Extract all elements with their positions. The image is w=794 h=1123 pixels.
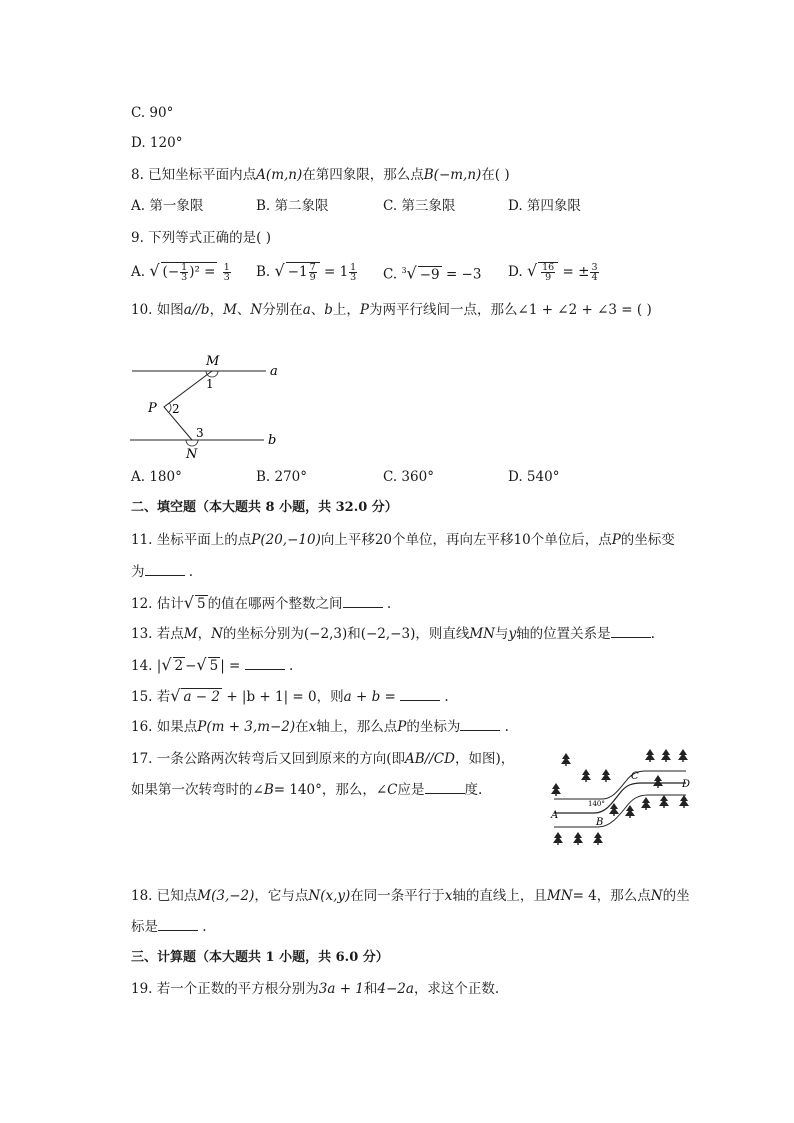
- q18-answer-blank[interactable]: [158, 918, 198, 931]
- label-m: M: [206, 354, 220, 369]
- q16-answer-blank[interactable]: [460, 718, 500, 731]
- label-1: 1: [206, 377, 214, 391]
- q16: 16. 如果点P(m + 3,m−2)在x轴上，那么点P的坐标为 .: [131, 719, 509, 735]
- q7-option-d: D. 120°: [131, 135, 183, 151]
- q15-answer-blank[interactable]: [400, 688, 440, 701]
- q10-option-b: B. 270°: [256, 469, 308, 485]
- q8-option-c: C. 第三象限: [383, 198, 456, 214]
- trees: [551, 749, 689, 845]
- q7-option-c: C. 90°: [131, 105, 174, 121]
- q17-line2: 如果第一次转弯时的∠B= 140°，那么，∠C应是 度.: [131, 782, 483, 798]
- road-center-line: [554, 783, 686, 813]
- q17-answer-blank[interactable]: [425, 781, 465, 794]
- q8-option-a: A. 第一象限: [131, 198, 204, 214]
- q9-option-b: B. √ −1 $\frac{7}{9}$ = 1 $\frac{1}{3}$: [256, 261, 357, 283]
- q8-option-d: D. 第四象限: [508, 198, 581, 214]
- q12: 12. 估计√ 5 的值在哪两个整数之间 .: [131, 593, 392, 612]
- label-p: P: [148, 401, 157, 416]
- label-2: 2: [172, 402, 180, 416]
- angle-label: 140°: [588, 800, 605, 808]
- q8-stem: 8. 已知坐标平面内点A(m,n)在第四象限，那么点B(−m,n)在( ): [131, 167, 510, 183]
- q13-answer-blank[interactable]: [611, 625, 651, 638]
- q8-option-b: B. 第二象限: [256, 198, 329, 214]
- q14-answer-blank[interactable]: [245, 657, 285, 670]
- q18-line2: 标是 .: [131, 919, 207, 935]
- q12-answer-blank[interactable]: [343, 595, 383, 608]
- q10-option-d: D. 540°: [508, 469, 560, 485]
- label-D: D: [682, 779, 691, 790]
- q14: 14. |√ 2 −√ 5 | = .: [131, 655, 294, 674]
- angle-arc-2: [169, 403, 171, 412]
- section-2-heading: 二、填空题（本大题共 8 小题，共 32.0 分）: [131, 500, 398, 515]
- label-3: 3: [196, 426, 204, 440]
- q10-option-a: A. 180°: [131, 469, 182, 485]
- label-A: A: [551, 810, 559, 821]
- section-3-heading: 三、计算题（本大题共 1 小题，共 6.0 分）: [131, 950, 389, 965]
- q15: 15. 若√ a − 2 + |b + 1| = 0，则a + b = .: [131, 686, 449, 705]
- q9-option-a: A. √ (− $\frac{1}{3}$ )² = $\frac{1}{3}$: [131, 261, 230, 283]
- label-B: B: [596, 817, 604, 828]
- q9-option-d: D. √ $\frac{16}{9}$ = ± $\frac{3}{4}$: [508, 261, 598, 283]
- label-C: C: [631, 771, 639, 782]
- label-b: b: [268, 433, 277, 448]
- q19: 19. 若一个正数的平方根分别为3a + 1和4−2a，求这个正数.: [131, 981, 500, 997]
- label-n: N: [186, 447, 198, 462]
- q11-line1: 11. 坐标平面上的点P(20,−10)向上平移20个单位，再向左平移10个单位后，点P的坐标变: [131, 532, 675, 548]
- angle-arc-3: [186, 440, 198, 446]
- q10-stem: 10. 如图a//b，M、N分别在a、b上，P为两平行线间一点，那么∠1 + ∠2 + ∠3 = ( ): [131, 302, 652, 318]
- q11-answer-blank[interactable]: [145, 563, 185, 576]
- q17-line1: 17. 一条公路两次转弯后又回到原来的方向(即AB//CD，如图)，: [131, 751, 515, 767]
- q10-option-c: C. 360°: [383, 469, 434, 485]
- q18-line1: 18. 已知点M(3,−2)，它与点N(x,y)在同一条平行于x轴的直线上，且MN= 4，那么点N的坐: [131, 888, 690, 904]
- q10-figure: [128, 350, 288, 462]
- label-a: a: [270, 364, 278, 379]
- q11-line2: 为 .: [131, 564, 194, 580]
- q9-stem: 9. 下列等式正确的是( ): [131, 230, 271, 246]
- q13: 13. 若点M，N的坐标分别为(−2,3)和(−2,−3)，则直线MN与y轴的位置关系是 .: [131, 626, 655, 642]
- q9-option-c: C. $^3$√ −9 = −3: [383, 263, 482, 283]
- q17-figure: [546, 745, 696, 853]
